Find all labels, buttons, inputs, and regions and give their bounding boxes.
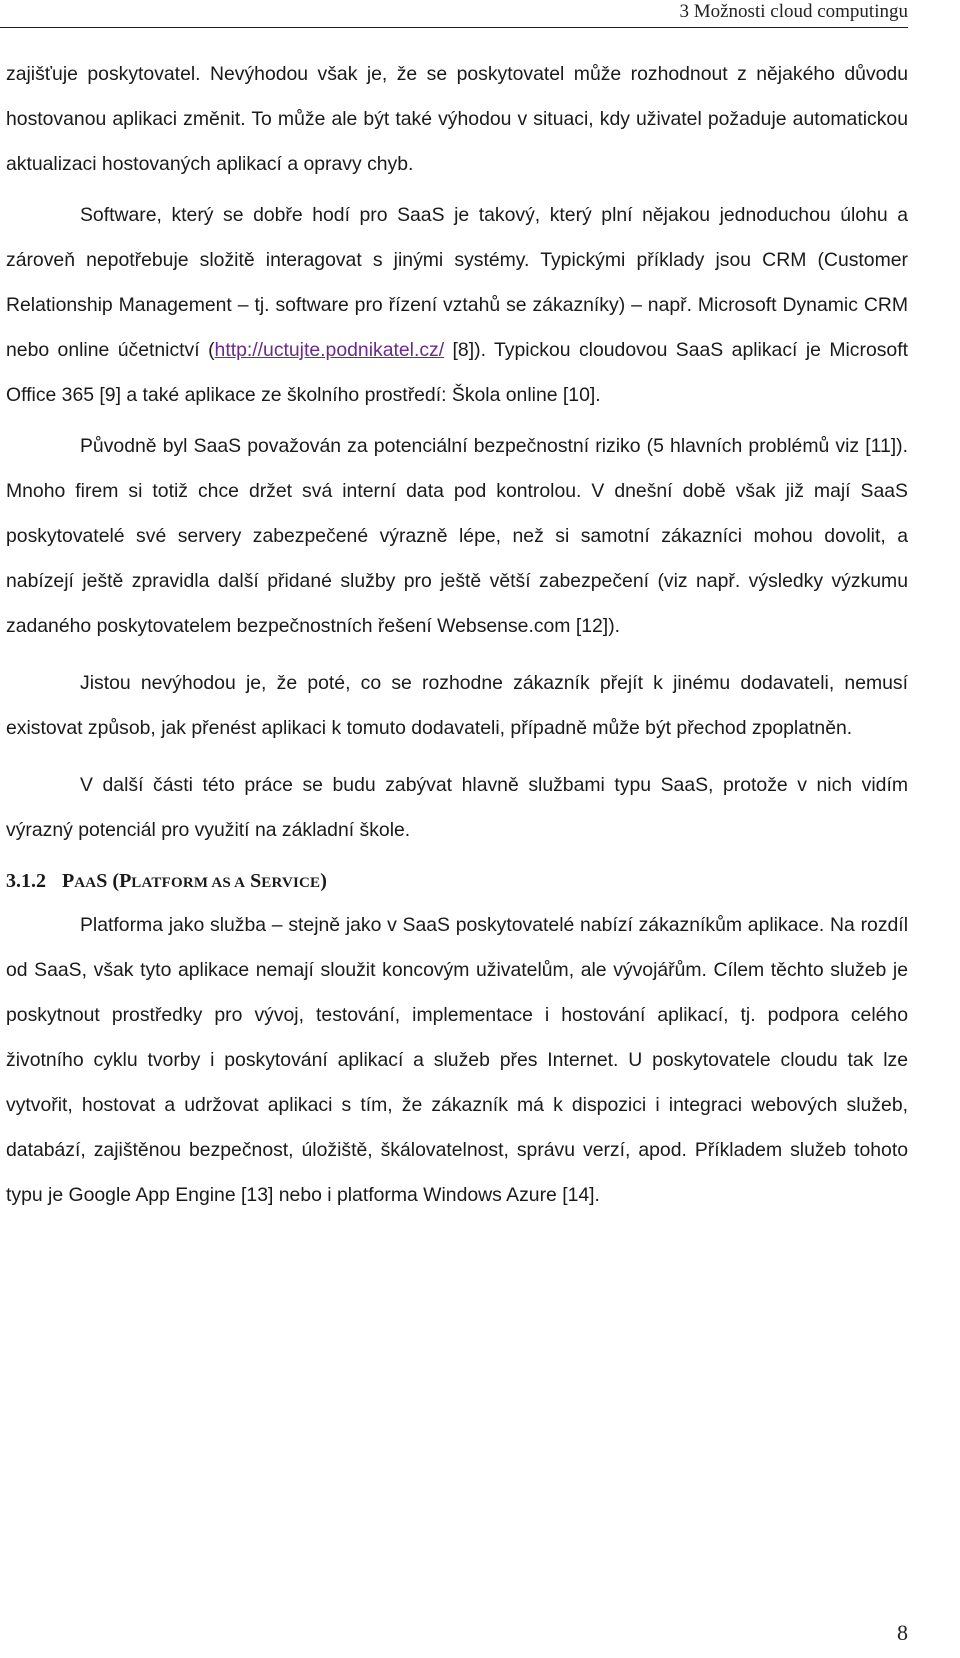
running-header [0, 0, 908, 28]
section-title-part: S (P [96, 870, 132, 892]
paragraph-saas-software-text: Software, který se dobře hodí pro SaaS je takový, který plní nějakou jednoduchou úlohu a zároveň nepotřebuje složitě interagovat s jinými systémy. Typickými příklady jsou CRM (Customer Relationship Management – tj. software pro řízení vztahů se zákazníky) – např. Microsoft Dynamic CRM nebo online účetnictví ( [6, 204, 908, 361]
section-title-part: P [62, 870, 75, 892]
paragraph-continuation: zajišťuje poskytovatel. Nevýhodou však je, že se poskytovatel může rozhodnout z nějakého důvodu hostovanou aplikaci změnit. To může ale být také výhodou v situaci, kdy uživatel požaduje automatickou aktualizaci hostovaných aplikací a opravy chyb. [6, 63, 908, 175]
section-number: 3.1.2 [6, 870, 46, 892]
paragraph-saas-software [6, 193, 908, 418]
section-title-part: ERVICE [261, 875, 321, 891]
section-title-part: LATFORM AS A [131, 875, 246, 891]
paragraph-paas: Platforma jako služba – stejně jako v SaaS poskytovatelé nabízí zákazníkům aplikace. Na rozdíl od SaaS, však tyto aplikace nemají sloužit koncovým uživatelům, ale vývojářům. Cílem těchto služeb je poskytnout prostředky pro vývoj, testování, implementace i hostování aplikací, tj. podpora celého životního cyklu tvorby i poskytování aplikací a služeb přes Internet. U poskytovatele cloudu tak lze vytvořit, hostovat a udržovat aplikaci s tím, že zákazník má k dispozici i integraci webových služeb, databází, zajištěnou bezpečnost, úložiště, škálovatelnost, správu verzí, apod. Příkladem služeb tohoto typu je Google App Engine [13] nebo i platforma Windows Azure [14]. [6, 914, 908, 1206]
section-title-part: S [245, 870, 262, 892]
running-header-title: 3 Možnosti cloud computingu [679, 1, 908, 22]
page-number: 8 [897, 1620, 908, 1645]
section-heading-paas [6, 861, 908, 903]
paragraph-saas-security: Původně byl SaaS považován za potenciální bezpečnostní riziko (5 hlavních problémů viz [11]). Mnoho firem si totiž chce držet svá interní data pod kontrolou. V dnešní době však již mají SaaS poskytovatelé své servery zabezpečené výrazně lépe, než si samotní zákazníci mohou dovolit, a nabízejí ještě zpravidla další přidané služby pro ještě větší zabezpečení (viz např. výsledky výzkumu zadaného poskytovatelem bezpečnostních řešení Websense.com [12]). [6, 435, 908, 637]
paragraph-saas-disadvantage: Jistou nevýhodou je, že poté, co se rozhodne zákazník přejít k jinému dodavateli, nemusí existovat způsob, jak přenést aplikaci k tomuto dodavateli, případně může být přechod zpoplatněn. [6, 672, 908, 739]
paragraph-next-part: V další části této práce se budu zabývat hlavně službami typu SaaS, protože v nich vidím výrazný potenciál pro využití na základní škole. [6, 774, 908, 841]
section-title-part: ) [320, 870, 327, 892]
section-title-part: AA [74, 875, 97, 891]
uctujte-link[interactable]: http://uctujte.podnikatel.cz/ [214, 339, 445, 361]
paragraph-saas-software-tail: [8]). Typickou cloudovou SaaS aplikací je Microsoft Office 365 [9] a také aplikace ze školního prostředí: Škola online [10]. [6, 339, 908, 406]
document-body [6, 52, 908, 1218]
